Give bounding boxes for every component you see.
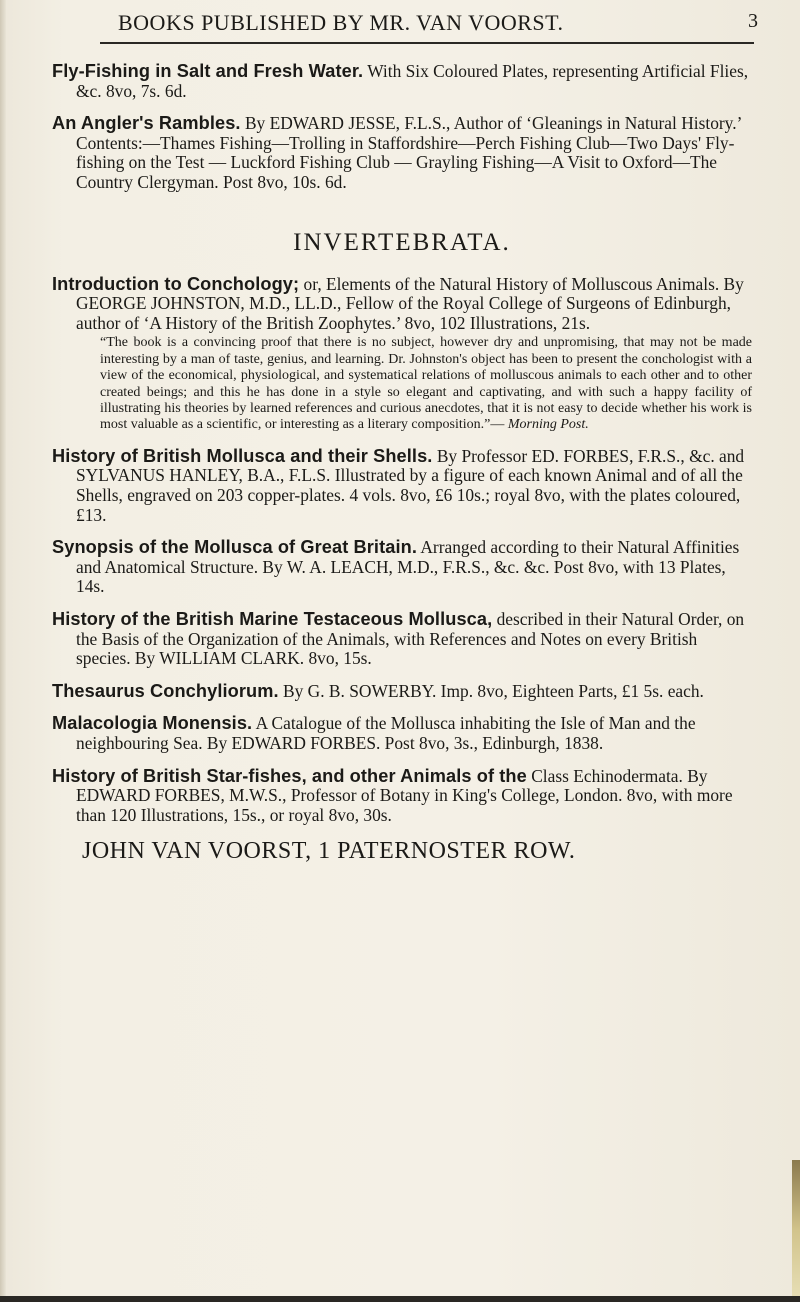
header-title: BOOKS PUBLISHED BY MR. VAN VOORST.: [118, 10, 564, 35]
page-edge-marker: [792, 1160, 800, 1302]
review-quote: [100, 335, 752, 433]
book-entry-synopsis-mollusca: [52, 538, 752, 597]
book-entry-marine-testaceous: [52, 610, 752, 669]
book-entry-malacologia: [52, 714, 752, 753]
entry-title: Malacologia Monensis.: [52, 713, 253, 734]
entry-body: With Six Coloured Plates, representing Artificial Flies, &c. 8vo, 7s. 6d.: [76, 61, 749, 101]
page-number: 3: [748, 10, 758, 32]
entry-title: History of the British Marine Testaceous Mollusca,: [52, 608, 493, 629]
book-entry-british-mollusca: [52, 447, 752, 525]
section-heading: INVERTEBRATA.: [293, 228, 511, 256]
book-entry-star-fishes: [52, 767, 752, 826]
entry-title: Thesaurus Conchyliorum.: [52, 680, 279, 701]
book-entry-fly-fishing: [52, 62, 752, 101]
running-header: [0, 10, 800, 42]
publisher-imprint: JOHN VAN VOORST, 1 PATERNOSTER ROW.: [82, 838, 576, 865]
quote-source: Morning Post.: [507, 417, 589, 433]
entry-body: or, Elements of the Natural History of Molluscous Animals. By GEORGE JOHNSTON, M.D., LL.D., Fellow of the Royal College of Surgeons of Edinburgh, author of ‘A History of the British Zoophytes.’ 8vo, 102 Illustrations, 21s.: [76, 273, 744, 333]
entry-title: History of British Mollusca and their Shells.: [52, 445, 433, 466]
entry-body: Arranged according to their Natural Affinities and Anatomical Structure. By W. A. LEACH, M.D., F.R.S., &c. &c. Post 8vo, with 13 Plates, 14s.: [76, 537, 740, 597]
entry-title: History of British Star-fishes, and other Animals of the: [52, 765, 527, 786]
entry-body: A Catalogue of the Mollusca inhabiting the Isle of Man and the neighbouring Sea. By EDWARD FORBES. Post 8vo, 3s., Edinburgh, 1838.: [76, 713, 696, 753]
entry-body: described in their Natural Order, on the Basis of the Organization of the Animals, with References and Notes on every British species. By WILLIAM CLARK. 8vo, 15s.: [76, 608, 745, 669]
book-entry-conchology: [52, 275, 752, 434]
book-entry-anglers-rambles: [52, 114, 752, 192]
entry-body: Class Echinodermata. By EDWARD FORBES, M.W.S., Professor of Botany in King's College, London. 8vo, with more than 120 Illustrations, 15s., or royal 8vo, 30s.: [76, 765, 733, 825]
entry-body: By G. B. SOWERBY. Imp. 8vo, Eighteen Parts, £1 5s. each.: [283, 680, 704, 701]
page-spine-shadow: [0, 0, 6, 1302]
book-entry-thesaurus: [52, 682, 752, 702]
entry-body: By Professor ED. FORBES, F.R.S., &c. and SYLVANUS HANLEY, B.A., F.L.S. Illustrated by a figure of each known Animal and of all the Shells, engraved on 203 copper-plates. 4 vols. 8vo, £6 10s.; royal 8vo, with the plates coloured, £13.: [76, 445, 745, 525]
quote-text: “The book is a convincing proof that there is no subject, however dry and unpromising, that may not be made interesting by a man of taste, genius, and learning. Dr. Johnston's object has been to present the conchologist with a view of the economical, physiological, and systematical relations of molluscous animals to each other and to other created beings; and this he has done in a style so elegant and captivating, and with such a happy facility of illustrating his theories by learned references and curious anecdotes, that it is not easy to decide whether his work is most valuable as a scientific, or interesting as a literary composition.”—: [100, 335, 752, 433]
entry-title: Fly-Fishing in Salt and Fresh Water.: [52, 61, 364, 81]
header-rule: [100, 42, 754, 44]
entry-title: Synopsis of the Mollusca of Great Britain.: [52, 537, 417, 558]
entry-body: By EDWARD JESSE, F.L.S., Author of ‘Gleanings in Natural History.’ Contents:—Thames Fishing—Trolling in Staffordshire—Perch Fishing Club—Two Days' Fly-fishing on the Test — Luckford Fishing Club — Grayling Fishing—A Visit to Oxford—The Country Clergyman. Post 8vo, 10s. 6d.: [76, 113, 742, 192]
entry-title: An Angler's Rambles.: [52, 113, 241, 134]
page-content: [52, 62, 752, 865]
entry-title: Introduction to Conchology;: [52, 273, 300, 294]
bottom-edge: [0, 1296, 800, 1302]
